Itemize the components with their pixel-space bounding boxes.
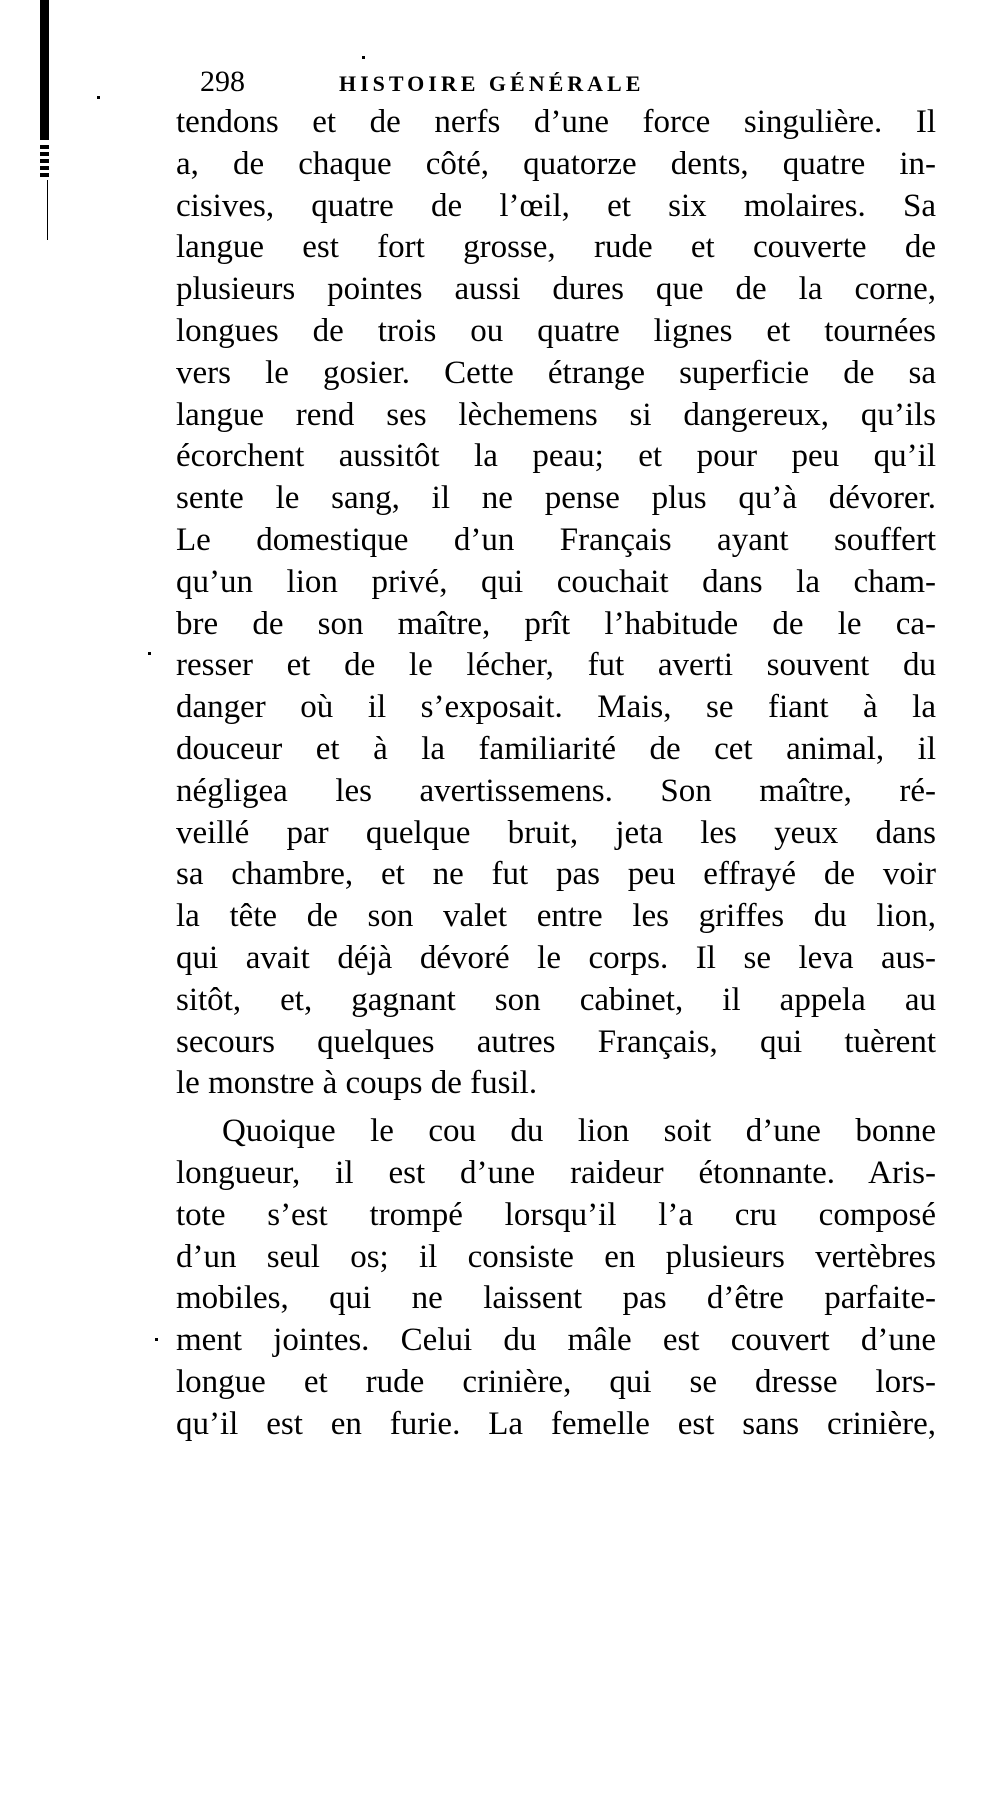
text-line: longueur, il est d’une raideur étonnante. Aris- [176, 1154, 936, 1191]
text-line: négligea les avertissemens. Son maître, ré- [176, 772, 936, 809]
paragraph-1 [176, 102, 936, 1105]
text-line: Le domestique d’un Français ayant souffert [176, 521, 936, 558]
text-line: secours quelques autres Français, qui tuèrent [176, 1023, 936, 1060]
page-binding-line [47, 180, 48, 240]
text-line: veillé par quelque bruit, jeta les yeux dans [176, 814, 936, 851]
scan-speck [155, 1338, 158, 1341]
text-line: resser et de le lécher, fut averti souvent du [176, 647, 936, 684]
text-line: plusieurs pointes aussi dures que de la corne, [176, 271, 936, 308]
page-number: 298 [200, 65, 245, 98]
text-line: vers le gosier. Cette étrange superficie de sa [176, 354, 936, 391]
running-head [176, 62, 936, 102]
text-line: longue et rude crinière, qui se dresse lors- [176, 1363, 936, 1400]
text-line: longues de trois ou quatre lignes et tournées [176, 312, 936, 349]
text-line: sa chambre, et ne fut pas peu effrayé de voir [176, 856, 936, 893]
text-line: bre de son maître, prît l’habitude de le ca- [176, 605, 936, 642]
text-line: danger où il s’exposait. Mais, se fiant à la [176, 689, 936, 726]
text-line: sitôt, et, gagnant son cabinet, il appela au [176, 981, 936, 1018]
page-binding-edge [40, 0, 49, 140]
text-line: cisives, quatre de l’œil, et six molaires. Sa [176, 187, 936, 224]
text-line: le monstre à coups de fusil. [176, 1065, 538, 1102]
text-line: écorchent aussitôt la peau; et pour peu qu’il [176, 438, 936, 475]
text-line: a, de chaque côté, quatorze dents, quatre in- [176, 145, 936, 182]
paragraph-2 [176, 1111, 936, 1445]
text-line: qui avait déjà dévoré le corps. Il se leva aus- [176, 939, 936, 976]
text-line: Quoique le cou du lion soit d’une bonne [222, 1113, 936, 1150]
text-line: qu’il est en furie. La femelle est sans crinière, [176, 1405, 936, 1442]
text-line: tendons et de nerfs d’une force singulière. Il [176, 104, 936, 140]
text-line: langue est fort grosse, rude et couverte de [176, 229, 936, 266]
text-line: tote s’est trompé lorsqu’il l’a cru composé [176, 1196, 936, 1233]
text-line: sente le sang, il ne pense plus qu’à dévorer. [176, 480, 936, 517]
text-line: langue rend ses lèchemens si dangereux, qu’ils [176, 396, 936, 433]
scan-speck [97, 96, 100, 99]
scan-speck [148, 652, 151, 655]
body-text [176, 102, 936, 1446]
text-line: ment jointes. Celui du mâle est couvert d’une [176, 1322, 936, 1359]
text-line: douceur et à la familiarité de cet animal, il [176, 730, 936, 767]
text-line: qu’un lion privé, qui couchait dans la cham- [176, 563, 936, 600]
running-title: HISTOIRE GÉNÉRALE [339, 71, 645, 96]
page-binding-marks [40, 145, 49, 180]
text-line: la tête de son valet entre les griffes du lion, [176, 898, 936, 935]
text-line: mobiles, qui ne laissent pas d’être parfaite- [176, 1280, 936, 1317]
scan-speck [362, 56, 365, 59]
book-page [176, 62, 936, 1446]
text-line: d’un seul os; il consiste en plusieurs vertèbres [176, 1238, 936, 1275]
